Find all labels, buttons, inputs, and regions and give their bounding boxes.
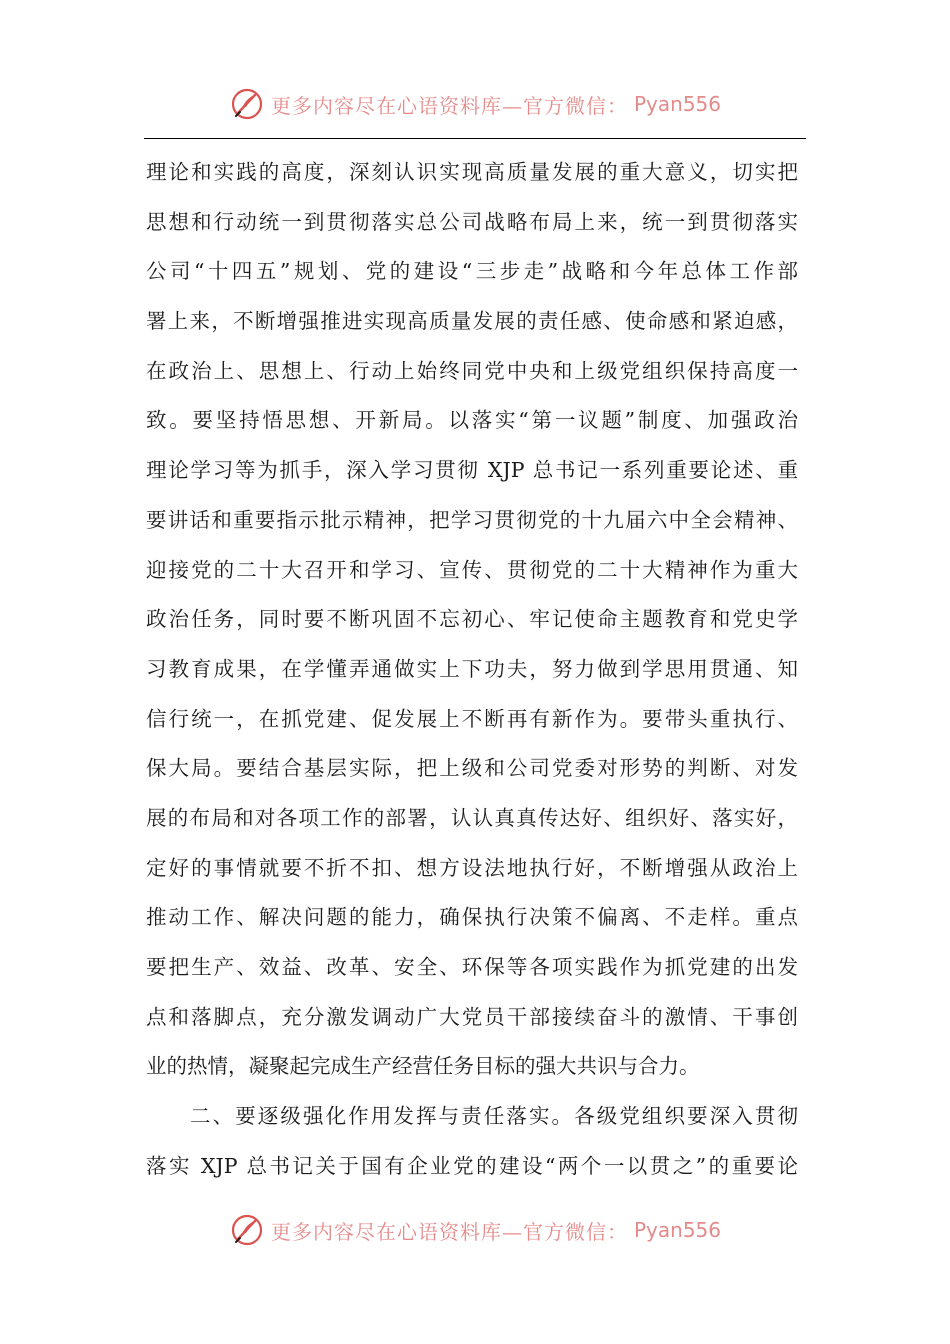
footer-watermark: [0, 1210, 950, 1250]
text-line: 保大局。要结合基层实际，把上级和公司党委对形势的判断、对发: [146, 756, 798, 781]
text-line: 迎接党的二十大召开和学习、宣传、贯彻党的二十大精神作为重大: [146, 557, 798, 582]
quill-pen-logo-icon: [229, 1212, 265, 1248]
header-divider: [144, 138, 806, 139]
paragraph: [146, 148, 798, 1092]
text-line: 展的布局和对各项工作的部署，认认真真传达好、组织好、落实好，: [146, 805, 798, 830]
text-line: 致。要坚持悟思想、开新局。以落实“第一议题”制度、加强政治: [146, 408, 798, 433]
paragraph: [146, 1092, 798, 1191]
quill-pen-logo-icon: [229, 86, 265, 122]
text-line: 要讲话和重要指示批示精神，把学习贯彻党的十九届六中全会精神、: [146, 507, 798, 532]
text-line: 署上来，不断增强推进实现高质量发展的责任感、使命感和紧迫感，: [146, 309, 798, 334]
document-body: [146, 148, 798, 1191]
watermark-text: 更多内容尽在心语资料库—官方微信：: [270, 1219, 628, 1244]
text-line: 业的热情，凝聚起完成生产经营任务目标的强大共识与合力。: [146, 1054, 700, 1079]
text-line: 推动工作、解决问题的能力，确保执行决策不偏离、不走样。重点: [146, 905, 798, 930]
text-line: 在政治上、思想上、行动上始终同党中央和上级党组织保持高度一: [146, 358, 798, 383]
text-line: 公司“十四五”规划、党的建设“三步走”战略和今年总体工作部: [146, 259, 798, 284]
watermark-text: 更多内容尽在心语资料库—官方微信：: [270, 93, 628, 118]
text-line: 习教育成果，在学懂弄通做实上下功夫，努力做到学思用贯通、知: [146, 656, 798, 681]
text-line: 理论和实践的高度，深刻认识实现高质量发展的重大意义，切实把: [146, 160, 798, 184]
text-line: 政治任务，同时要不断巩固不忘初心、牢记使命主题教育和党史学: [146, 607, 798, 632]
text-line: 信行统一，在抓党建、促发展上不断再有新作为。要带头重执行、: [146, 706, 798, 731]
text-line: 二、要逐级强化作用发挥与责任落实。各级党组织要深入贯彻: [190, 1104, 798, 1129]
text-line: 落实 XJP 总书记关于国有企业党的建设“两个一以贯之”的重要论: [146, 1153, 798, 1178]
text-line: 定好的事情就要不折不扣、想方设法地执行好，不断增强从政治上: [146, 855, 798, 880]
text-line: 要把生产、效益、改革、安全、环保等各项实践作为抓党建的出发: [146, 955, 798, 979]
text-line: 思想和行动统一到贯彻落实总公司战略布局上来，统一到贯彻落实: [146, 209, 798, 234]
text-line: 理论学习等为抓手，深入学习贯彻 XJP 总书记一系列重要论述、重: [146, 458, 798, 483]
header-watermark: [0, 84, 950, 124]
text-line: 点和落脚点，充分激发调动广大党员干部接续奋斗的激情、干事创: [146, 1004, 798, 1029]
watermark-contact: Pyan556: [633, 1218, 721, 1242]
watermark-contact: Pyan556: [633, 92, 721, 116]
